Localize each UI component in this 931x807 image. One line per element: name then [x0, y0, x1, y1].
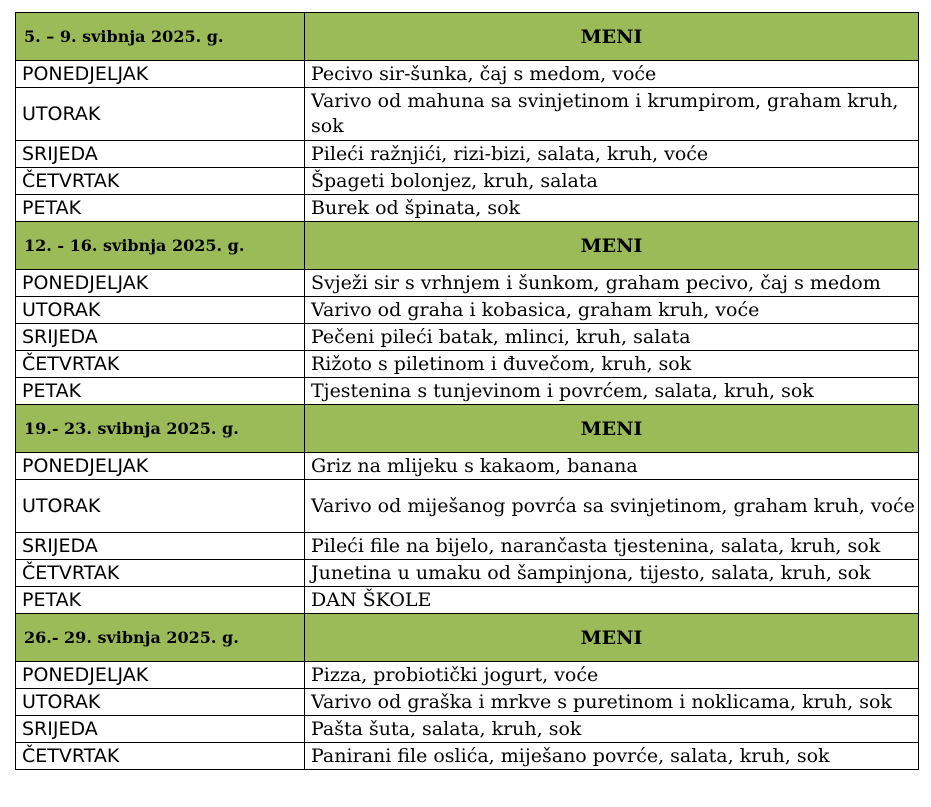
day-menu: Pileći ražnjići, rizi-bizi, salata, kruh, voće	[305, 141, 919, 168]
day-name: ČETVRTAK	[16, 560, 305, 587]
day-row	[16, 689, 919, 716]
day-menu: Pecivo sir-šunka, čaj s medom, voće	[305, 61, 919, 88]
day-row	[16, 453, 919, 480]
day-menu: Panirani file oslića, miješano povrće, salata, kruh, sok	[305, 743, 919, 770]
day-name: PONEDJELJAK	[16, 662, 305, 689]
day-menu: Pečeni pileći batak, mlinci, kruh, salata	[305, 324, 919, 351]
day-name: PONEDJELJAK	[16, 270, 305, 297]
day-name: SRIJEDA	[16, 533, 305, 560]
week-dates: 19.- 23. svibnja 2025. g.	[16, 405, 305, 453]
day-menu: Špageti bolonjez, kruh, salata	[305, 168, 919, 195]
menu-column-header: MENI	[305, 405, 919, 453]
day-name: PETAK	[16, 587, 305, 614]
day-row	[16, 662, 919, 689]
day-name: UTORAK	[16, 480, 305, 533]
day-name: ČETVRTAK	[16, 743, 305, 770]
day-name: ČETVRTAK	[16, 168, 305, 195]
day-name: SRIJEDA	[16, 716, 305, 743]
day-name: UTORAK	[16, 689, 305, 716]
week-header-row	[16, 614, 919, 662]
day-menu: Tjestenina s tunjevinom i povrćem, salata, kruh, sok	[305, 378, 919, 405]
day-row	[16, 61, 919, 88]
day-row	[16, 533, 919, 560]
week-header-row	[16, 13, 919, 61]
day-row	[16, 587, 919, 614]
day-name: PONEDJELJAK	[16, 61, 305, 88]
day-name: UTORAK	[16, 88, 305, 141]
week-dates: 5. – 9. svibnja 2025. g.	[16, 13, 305, 61]
menu-column-header: MENI	[305, 222, 919, 270]
day-menu: Pašta šuta, salata, kruh, sok	[305, 716, 919, 743]
day-menu: Junetina u umaku od šampinjona, tijesto, salata, kruh, sok	[305, 560, 919, 587]
week-dates: 12. - 16. svibnja 2025. g.	[16, 222, 305, 270]
day-menu: DAN ŠKOLE	[305, 587, 919, 614]
day-menu: Griz na mlijeku s kakaom, banana	[305, 453, 919, 480]
day-row	[16, 270, 919, 297]
day-menu: Pizza, probiotički jogurt, voće	[305, 662, 919, 689]
day-row	[16, 88, 919, 141]
day-menu: Svježi sir s vrhnjem i šunkom, graham pecivo, čaj s medom	[305, 270, 919, 297]
day-row	[16, 297, 919, 324]
day-row	[16, 351, 919, 378]
day-row	[16, 480, 919, 533]
day-row	[16, 560, 919, 587]
day-name: UTORAK	[16, 297, 305, 324]
day-name: PETAK	[16, 378, 305, 405]
day-name: PETAK	[16, 195, 305, 222]
week-dates: 26.- 29. svibnja 2025. g.	[16, 614, 305, 662]
day-row	[16, 378, 919, 405]
day-menu: Burek od špinata, sok	[305, 195, 919, 222]
day-menu: Varivo od graška i mrkve s puretinom i noklicama, kruh, sok	[305, 689, 919, 716]
day-row	[16, 716, 919, 743]
day-menu: Pileći file na bijelo, narančasta tjestenina, salata, kruh, sok	[305, 533, 919, 560]
day-menu: Varivo od mahuna sa svinjetinom i krumpirom, graham kruh, sok	[305, 88, 919, 141]
day-row	[16, 168, 919, 195]
day-name: SRIJEDA	[16, 324, 305, 351]
day-name: SRIJEDA	[16, 141, 305, 168]
day-row	[16, 195, 919, 222]
week-header-row	[16, 222, 919, 270]
day-menu: Varivo od miješanog povrća sa svinjetinom, graham kruh, voće	[305, 480, 919, 533]
menu-column-header: MENI	[305, 13, 919, 61]
day-row	[16, 324, 919, 351]
day-name: PONEDJELJAK	[16, 453, 305, 480]
day-row	[16, 141, 919, 168]
week-header-row	[16, 405, 919, 453]
day-name: ČETVRTAK	[16, 351, 305, 378]
day-menu: Varivo od graha i kobasica, graham kruh, voće	[305, 297, 919, 324]
day-menu: Rižoto s piletinom i đuvečom, kruh, sok	[305, 351, 919, 378]
school-menu-table	[15, 12, 919, 770]
menu-column-header: MENI	[305, 614, 919, 662]
day-row	[16, 743, 919, 770]
